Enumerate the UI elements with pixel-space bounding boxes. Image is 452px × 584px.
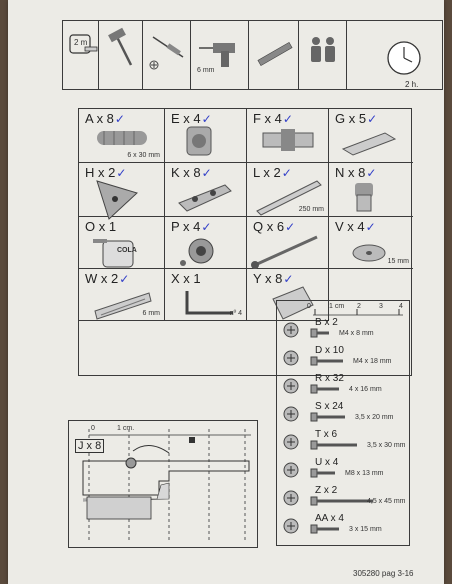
screw-dimension: 4,5 x 45 mm (367, 498, 406, 505)
screw-dimension: 3 x 15 mm (349, 526, 382, 533)
page-footer: 305280 pag 3-16 (353, 569, 414, 578)
screw-row (277, 485, 409, 511)
part-code: P x 4✓ (171, 219, 212, 234)
part-dimension: 6 x 30 mm (127, 152, 160, 159)
screw-ruler-zero: 0 (307, 303, 311, 310)
assembly-time: 2 h. (405, 80, 419, 89)
screw-row (277, 513, 409, 539)
screw-row (277, 317, 409, 343)
drill-cell (191, 21, 249, 89)
part-cell (79, 109, 165, 163)
screw-code: U x 4 (315, 457, 339, 468)
screw-code: R x 32 (315, 373, 344, 384)
j-part-box (68, 420, 258, 548)
check-mark-icon: ✓ (282, 112, 293, 126)
screwdriver-cell (143, 21, 191, 89)
check-mark-icon: ✓ (285, 220, 296, 234)
check-mark-icon: ✓ (201, 166, 212, 180)
part-dimension: 250 mm (298, 206, 324, 213)
check-mark-icon: ✓ (114, 112, 125, 126)
two-people-icon (299, 21, 347, 89)
j-ruler-one-cm (117, 425, 134, 432)
part-code: F x 4✓ (253, 111, 293, 126)
j-ruler-zero: 0 (91, 425, 95, 432)
part-code: E x 4✓ (171, 111, 212, 126)
check-mark-icon: ✓ (119, 272, 130, 286)
screw-dimension: 3,5 x 30 mm (367, 442, 406, 449)
screw-row (277, 373, 409, 399)
part-code: V x 4✓ (335, 219, 376, 234)
screw-dimension: M8 x 13 mm (345, 470, 384, 477)
screw-ruler-unit: cm (334, 303, 345, 310)
screw-dimension: M4 x 8 mm (339, 330, 374, 337)
level-cell (249, 21, 299, 89)
spirit-level-icon (249, 21, 299, 89)
part-cell (247, 163, 329, 217)
j-ruler-one: 1 (117, 425, 121, 432)
part-code: N x 8✓ (335, 165, 377, 180)
part-code: Q x 6✓ (253, 219, 296, 234)
part-cell (329, 217, 413, 269)
drill-bit-size: 6 mm (197, 67, 215, 74)
j-part-label: J x 8 (75, 439, 104, 453)
part-cell (165, 109, 247, 163)
part-code: W x 2✓ (85, 271, 130, 286)
screw-dimension: 3,5 x 20 mm (355, 414, 394, 421)
screw-ruler-one: 1 (329, 303, 333, 310)
part-cell (165, 163, 247, 217)
part-cell (165, 269, 247, 321)
part-code: Y x 8✓ (253, 271, 294, 286)
clock-icon (386, 40, 422, 76)
screw-code: T x 6 (315, 429, 338, 440)
part-cell (247, 217, 329, 269)
screw-code: AA x 4 (315, 513, 344, 524)
part-drawing (165, 279, 247, 331)
screw-code: B x 2 (315, 317, 338, 328)
check-mark-icon: ✓ (116, 166, 127, 180)
screw-row (277, 429, 409, 455)
check-mark-icon: ✓ (201, 220, 212, 234)
two-people-cell (299, 21, 347, 89)
part-cell (247, 109, 329, 163)
screw-code: Z x 2 (315, 485, 338, 496)
screwdriver-icon (143, 21, 191, 89)
part-code: O x 1 (85, 219, 117, 234)
check-mark-icon: ✓ (281, 166, 292, 180)
screws-panel (276, 300, 410, 546)
screw-row (277, 345, 409, 371)
tape-measure-cell (63, 21, 99, 89)
tape-measure-label: 2 m (74, 38, 88, 47)
screw-drawing (277, 457, 409, 483)
part-cell (79, 217, 165, 269)
check-mark-icon: ✓ (365, 220, 376, 234)
screw-ruler-two: 2 (357, 303, 361, 310)
screw-row (277, 401, 409, 427)
hammer-cell (99, 21, 143, 89)
part-cell (165, 217, 247, 269)
check-mark-icon: ✓ (201, 112, 212, 126)
part-dimension: 6 mm (142, 310, 160, 317)
screw-code: S x 24 (315, 401, 344, 412)
part-code: K x 8✓ (171, 165, 212, 180)
part-dimension: nº 4 (229, 310, 242, 317)
hammer-icon (99, 21, 143, 89)
screw-dimension: 4 x 16 mm (349, 386, 382, 393)
part-code: X x 1 (171, 271, 201, 286)
tape-measure-icon (63, 21, 99, 89)
part-code: G x 5✓ (335, 111, 378, 126)
screw-ruler-one-cm (329, 303, 344, 310)
screw-ruler-three: 3 (379, 303, 383, 310)
part-cell (329, 109, 413, 163)
part-drawing (329, 227, 413, 279)
instruction-sheet (8, 0, 444, 584)
part-cell (79, 269, 165, 321)
drill-icon (191, 21, 249, 89)
screw-ruler-four: 4 (399, 303, 403, 310)
check-mark-icon: ✓ (366, 166, 377, 180)
part-drawing (79, 279, 165, 331)
check-mark-icon: ✓ (367, 112, 378, 126)
part-dimension: 15 mm (387, 258, 409, 265)
glue-bottle-label: COLA (117, 247, 137, 254)
screw-row (277, 457, 409, 483)
part-cell (329, 163, 413, 217)
j-ruler-unit: cm. (122, 425, 135, 432)
part-code: H x 2✓ (85, 165, 127, 180)
screw-code: D x 10 (315, 345, 344, 356)
part-code: A x 8✓ (85, 111, 125, 126)
part-cell (79, 163, 165, 217)
part-code: L x 2✓ (253, 165, 292, 180)
check-mark-icon: ✓ (283, 272, 294, 286)
screw-dimension: M4 x 18 mm (353, 358, 392, 365)
